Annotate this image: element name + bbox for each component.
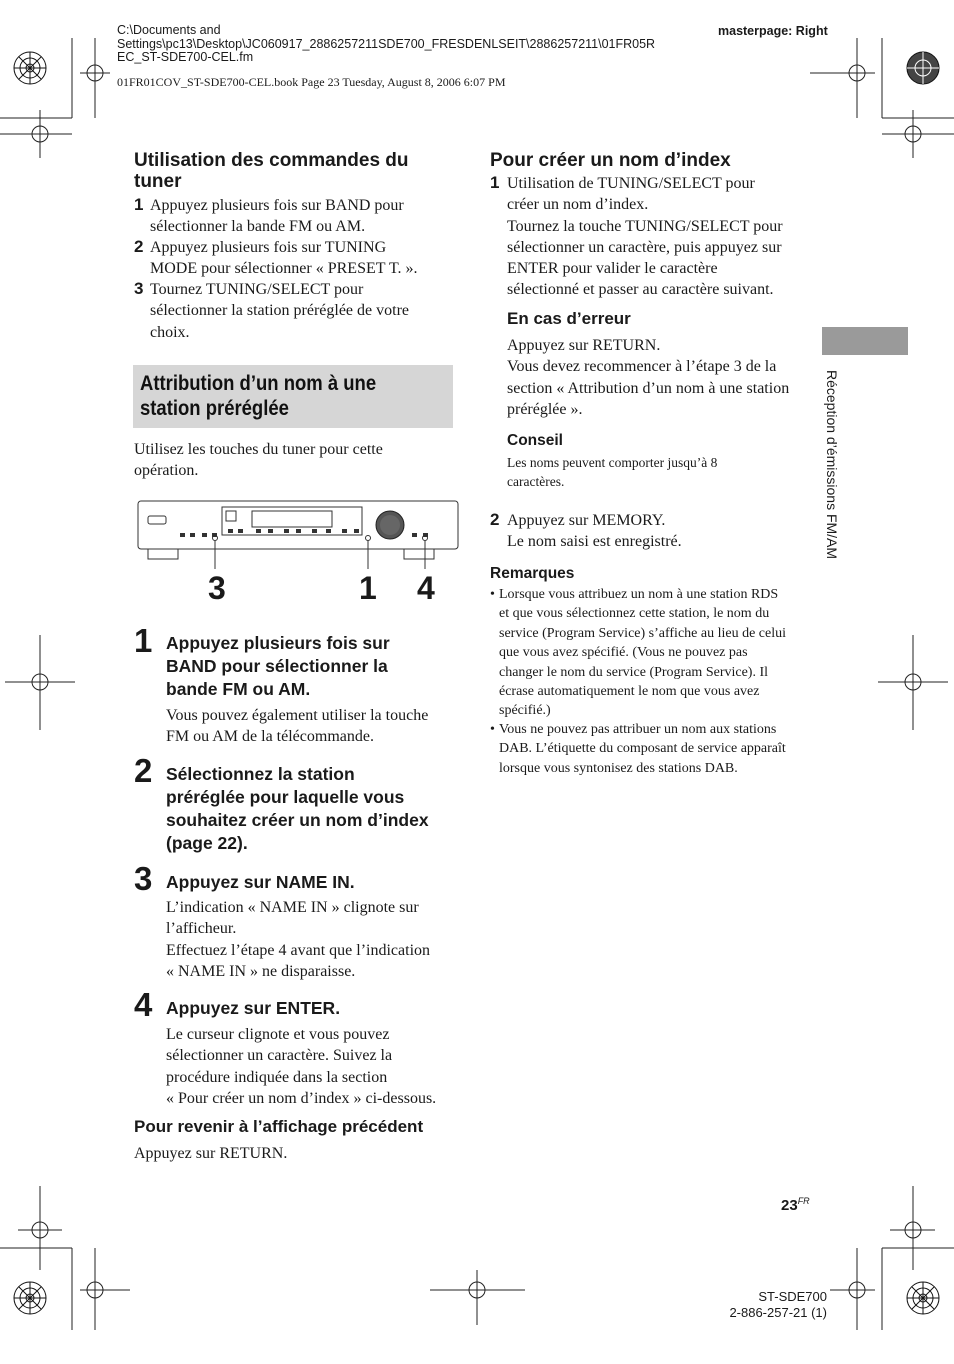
tuner-step-1: Appuyez plusieurs fois sur BAND pour sélectionner la bande FM ou AM.: [150, 197, 404, 236]
step-3-heading: Appuyez sur NAME IN.: [166, 872, 355, 892]
tuner-step-2: Appuyez plusieurs fois sur TUNING MODE pour sélectionner « PRESET T. ».: [150, 239, 418, 278]
note-1: • Lorsque vous attribuez un nom à une station RDS et que vous sélectionnez cette station, le nom du service (Program Service) s’affiche au lieu de celui que vous avez spécifié. (Vous ne pouvez pas changer le nom du service (Program Service). Il écrase automatiquement le nom que vous avez spécifié.): [490, 587, 786, 719]
side-tab: [822, 327, 908, 355]
index-title: Pour créer un nom d’index: [490, 150, 731, 171]
step-1-number: 1: [134, 622, 153, 659]
callout-1: 1: [359, 570, 377, 606]
step-4-body: Le curseur clignote et vous pouvez sélectionner un caractère. Suivez la procédure indiquée dans la section « Pour créer un nom d’index » ci-dessous.: [166, 1026, 437, 1107]
step-3-number: 3: [134, 860, 153, 897]
error-title: En cas d’erreur: [507, 309, 631, 328]
book-info-line: 01FR01COV_ST-SDE700-CEL.book Page 23 Tuesday, August 8, 2006 6:07 PM: [117, 75, 506, 89]
index-step-2-number: 2: [490, 510, 500, 529]
step-4-heading: Appuyez sur ENTER.: [166, 998, 341, 1018]
model-number: ST-SDE700: [758, 1289, 827, 1304]
step-1-heading: Appuyez plusieurs fois sur BAND pour sélectionner la bande FM ou AM.: [166, 633, 390, 699]
intro-text: Utilisez les touches du tuner pour cette opération.: [134, 441, 383, 480]
notes-title: Remarques: [490, 565, 575, 582]
callout-3: 3: [208, 570, 226, 606]
tuner-illustration: [136, 497, 462, 607]
tip-body: Les noms peuvent comporter jusqu’à 8 caractères.: [507, 455, 718, 490]
tuner-step-3: Tournez TUNING/SELECT pour sélectionner la station préréglée de votre choix.: [150, 281, 409, 341]
banner-title: Attribution d’un nom à une station préréglée: [140, 372, 377, 420]
callout-4: 4: [417, 570, 435, 606]
step-3-body: L’indication « NAME IN » clignote sur l’afficheur. Effectuez l’étape 4 avant que l’indication « NAME IN » ne disparaisse.: [166, 899, 431, 980]
step-4-number: 4: [134, 986, 153, 1023]
step-2-heading: Sélectionnez la station préréglée pour laquelle vous souhaitez créer un nom d’index (page 22).: [166, 764, 429, 853]
return-body: Appuyez sur RETURN.: [134, 1145, 288, 1162]
section-title-tuner: Utilisation des commandes du tuner: [134, 150, 409, 192]
step-number: 2: [134, 237, 144, 256]
step-2-number: 2: [134, 752, 153, 789]
file-path: C:\Documents and Settings\pc13\Desktop\JC060917_2886257211SDE700_FRESDENLSEIT\2886257211\01FR05R EC_ST-SDE700-CEL.fm: [117, 23, 656, 64]
step-number: 1: [134, 195, 144, 214]
index-step-1-body: Utilisation de TUNING/SELECT pour créer un nom d’index. Tournez la touche TUNING/SELECT pour sélectionner un caractère, puis appuyez sur ENTER pour valider le caractère sélectionné et passer au caractère suivant.: [507, 175, 783, 299]
part-code: 2-886-257-21 (1): [729, 1305, 827, 1320]
index-step-2-body: Appuyez sur MEMORY. Le nom saisi est enregistré.: [507, 512, 682, 551]
masterpage-label: masterpage: Right: [718, 24, 828, 38]
step-1-body: Vous pouvez également utiliser la touche FM ou AM de la télécommande.: [166, 707, 429, 746]
tip-title: Conseil: [507, 432, 563, 449]
return-title: Pour revenir à l’affichage précédent: [134, 1117, 424, 1136]
side-tab-label: Réception d’émissions FM/AM: [824, 370, 840, 560]
step-number: 3: [134, 279, 144, 298]
page-number: $23^{FR}$: [781, 1196, 810, 1214]
note-2: • Vous ne pouvez pas attribuer un nom aux stations DAB. L’étiquette du composant de service apparaît lorsque vous syntonisez des stations DAB.: [490, 722, 786, 776]
error-body: Appuyez sur RETURN. Vous devez recommencer à l’étape 3 de la section « Attribution d’un nom à une station préréglée ».: [507, 337, 790, 418]
index-step-1-number: 1: [490, 173, 500, 192]
